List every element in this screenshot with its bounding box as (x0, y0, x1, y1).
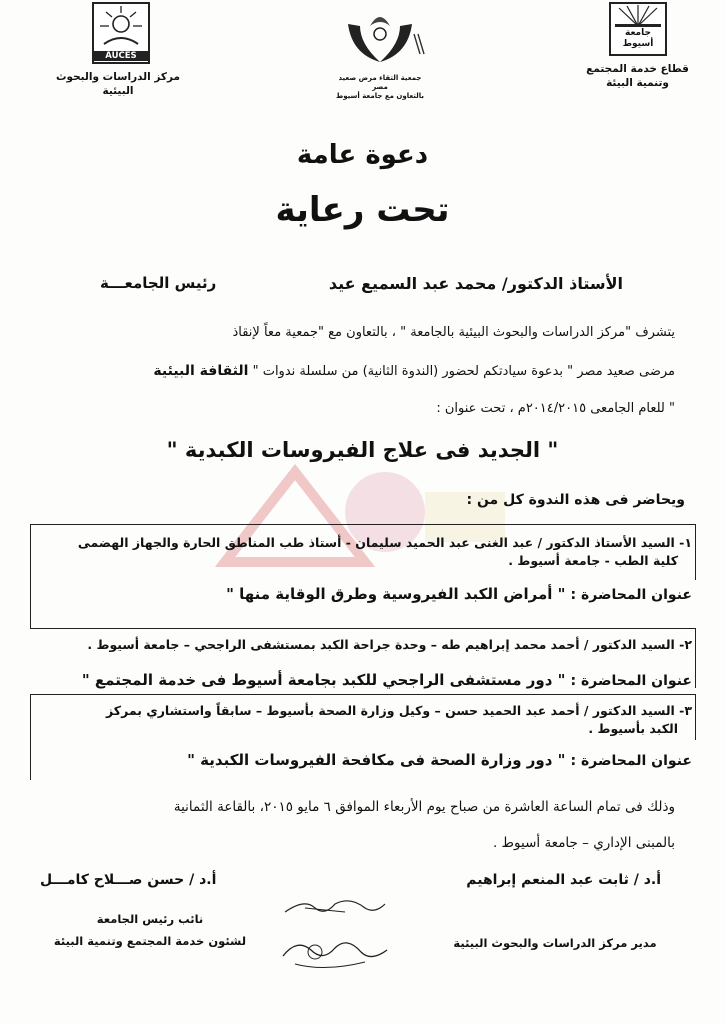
invitation-line2 (153, 360, 675, 383)
series-name: الثقافة البيئية (153, 363, 249, 379)
logo-text-line: جامعة (625, 28, 651, 38)
handwritten-signatures (275, 890, 395, 980)
lecture-3-topic: " دور وزارة الصحة فى مكافحة الفيروسات الكبدية " (187, 751, 566, 769)
speaker-1-line2: كلية الطب - جامعة أسيوط . (508, 553, 678, 568)
speaker-1-line1: ١- السيد الأستاذ الدكتور / عبد الغنى عبد الحميد سليمان - أستاذ طب المناطق الحارة والجهاز الهضمى (77, 535, 692, 550)
speaker-2-line1: ٢- السيد الدكتور / أحمد محمد إبراهيم طه – وحدة جراحة الكبد بمستشفى الراجحي – جامعة أسيوط . (87, 637, 692, 652)
auces-logo-text: AUCES (94, 51, 148, 61)
center-logo-text: جمعية التقاء مرض صعيد مصر (338, 74, 422, 91)
sunburst-icon (94, 4, 148, 48)
lecture-2-topic: " دور مستشفى الراجحي للكبد بجامعة أسيوط فى خدمة المجتمع " (81, 671, 566, 689)
invitation-line2-text: مرضى صعيد مصر " بدعوة سيادتكم لحضور (الندوة الثانية) من سلسلة ندوات " (252, 364, 675, 379)
speaker-3-line1: ٣- السيد الدكتور / أحمد عبد الحميد حسن – وكيل وزارة الصحة بأسيوط – سابقاً واستشاري بمركز (106, 703, 692, 718)
right-caption-line1: قطاع خدمة المجتمع (586, 63, 689, 75)
closing-line2: بالمبنى الإداري – جامعة أسيوط . (492, 835, 675, 851)
lecture-2-label: عنوان المحاضرة : (570, 673, 692, 689)
left-caption: مركز الدراسات والبحوث البيئية (55, 71, 181, 98)
university-logo (609, 2, 667, 56)
center-logo-text: بالتعاون مع جامعة أسيوط (335, 92, 425, 100)
right-signatory-name: أ.د / ثابت عبد المنعم إبراهيم (466, 872, 661, 888)
logo-text-line: أسيوط (622, 39, 654, 49)
association-logo (330, 4, 430, 100)
lecture-1 (32, 534, 692, 603)
lecture-2 (32, 636, 692, 689)
lecture-3 (32, 702, 692, 769)
patron-title: رئيس الجامعـــة (100, 274, 217, 292)
speaker-3-line2: الكبد بأسيوط . (588, 721, 678, 736)
left-signatory-title-line2: لشئون خدمة المجتمع وتنمية البيئة (53, 934, 247, 948)
patron-name: الأستاذ الدكتور/ محمد عبد السميع عيد (328, 274, 623, 293)
right-signatory-title: مدير مركز الدراسات والبحوث البيئية (453, 936, 657, 950)
lecturers-intro: ويحاضر فى هذه الندوة كل من : (466, 492, 685, 508)
lecture-1-label: عنوان المحاضرة : (570, 587, 692, 603)
seminar-title: " الجديد فى علاج الفيروسات الكبدية " (166, 438, 559, 462)
main-title: دعوة عامة (296, 140, 429, 170)
lecture-3-label: عنوان المحاضرة : (570, 753, 692, 769)
left-signatory-name: أ.د / حسن صـــلاح كامـــل (40, 872, 217, 888)
sub-title: تحت رعاية (275, 190, 450, 230)
invitation-line3: " للعام الجامعى ٢٠١٤/٢٠١٥م ، تحت عنوان : (436, 401, 675, 416)
left-signatory-title-line1: نائب رئيس الجامعة (96, 912, 204, 926)
lecture-1-topic: " أمراض الكبد الفيروسية وطرق الوقاية منها " (226, 585, 566, 603)
invitation-line1: يتشرف "مركز الدراسات والبحوث البيئية بالجامعة " ، بالتعاون مع "جمعية معاً لإنقاذ (232, 325, 675, 340)
hands-icon (330, 4, 430, 70)
closing-line1: وذلك فى تمام الساعة العاشرة من صباح يوم الأربعاء الموافق ٦ مايو ٢٠١٥، بالقاعة الثمانية (173, 799, 675, 815)
auces-logo (92, 2, 150, 64)
right-caption-line2: وتنمية البيئة (606, 77, 669, 90)
